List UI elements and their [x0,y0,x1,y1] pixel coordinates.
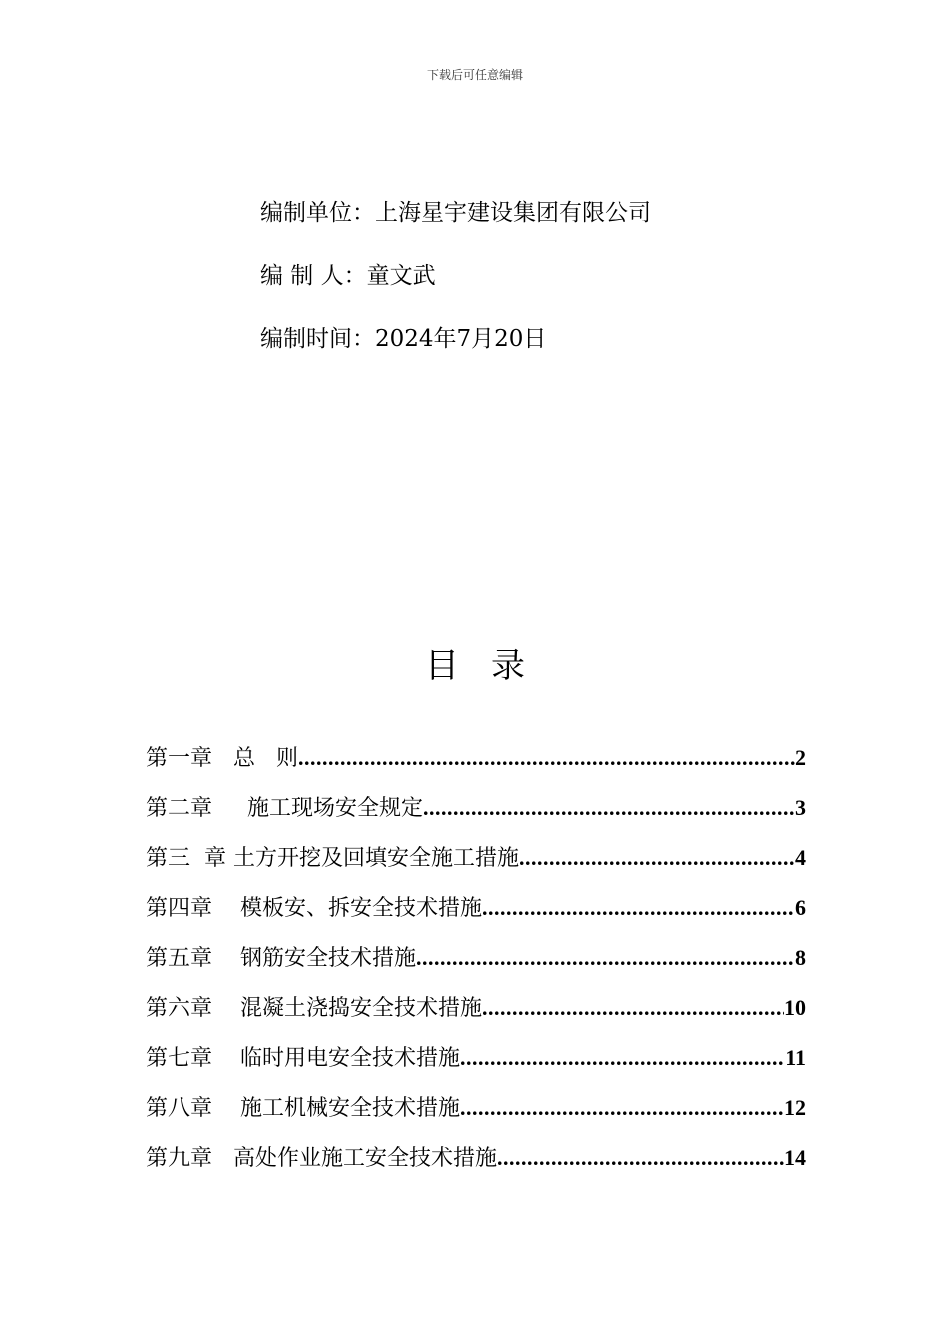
toc-entry[interactable] [146,943,806,993]
toc-entry-page: 10 [784,995,806,1020]
toc-leader-dots [423,793,795,823]
toc-leader-dots [482,993,784,1023]
toc-leader-dots [497,1143,784,1173]
toc-leader-dots [519,843,795,873]
compiling-unit: 编制单位：上海星宇建设集团有限公司 [260,200,651,226]
toc-entry[interactable] [146,1043,806,1093]
toc-entry[interactable] [146,1143,806,1193]
toc-leader-dots [298,743,795,773]
toc-leader-dots [416,943,795,973]
compile-date: 编制时间：2024年7月20日 [260,326,547,352]
toc-entry-label: 第二章 施工现场安全规定 [146,796,423,821]
compiler: 编 制 人：童文武 [260,263,436,289]
toc-entry-label: 第九章 高处作业施工安全技术措施 [146,1146,497,1171]
toc-leader-dots [482,893,795,923]
toc-entry-page: 3 [795,795,806,820]
toc-entry-label: 第四章 模板安、拆安全技术措施 [146,896,482,921]
toc-entry[interactable] [146,993,806,1043]
toc-entry-label: 第五章 钢筋安全技术措施 [146,946,416,971]
header-note: 下载后可任意编辑 [426,68,523,82]
toc-entry-page: 4 [795,845,806,870]
toc-entry-label: 第一章 总 则 [146,746,298,771]
document-meta [260,198,860,387]
toc-entry[interactable] [146,843,806,893]
toc-entry-label: 第六章 混凝土浇捣安全技术措施 [146,996,482,1021]
toc-entry-page: 14 [784,1145,806,1170]
toc-entry-page: 2 [795,745,806,770]
toc-entry[interactable] [146,743,806,793]
toc-entry-page: 8 [795,945,806,970]
toc-entry-label: 第七章 临时用电安全技术措施 [146,1046,460,1071]
toc-entry-label: 第三 章 土方开挖及回填安全施工措施 [146,846,519,871]
toc-entry[interactable] [146,793,806,843]
toc-entry-page: 6 [795,895,806,920]
toc-entry[interactable] [146,893,806,943]
toc-entry-page: 11 [785,1045,806,1070]
toc-entry-page: 12 [784,1095,806,1120]
toc-entry[interactable] [146,1093,806,1143]
toc-leader-dots [460,1043,785,1073]
toc-entry-label: 第八章 施工机械安全技术措施 [146,1096,460,1121]
table-of-contents [146,743,806,1193]
toc-title: 目录 [425,646,557,686]
toc-leader-dots [460,1093,784,1123]
